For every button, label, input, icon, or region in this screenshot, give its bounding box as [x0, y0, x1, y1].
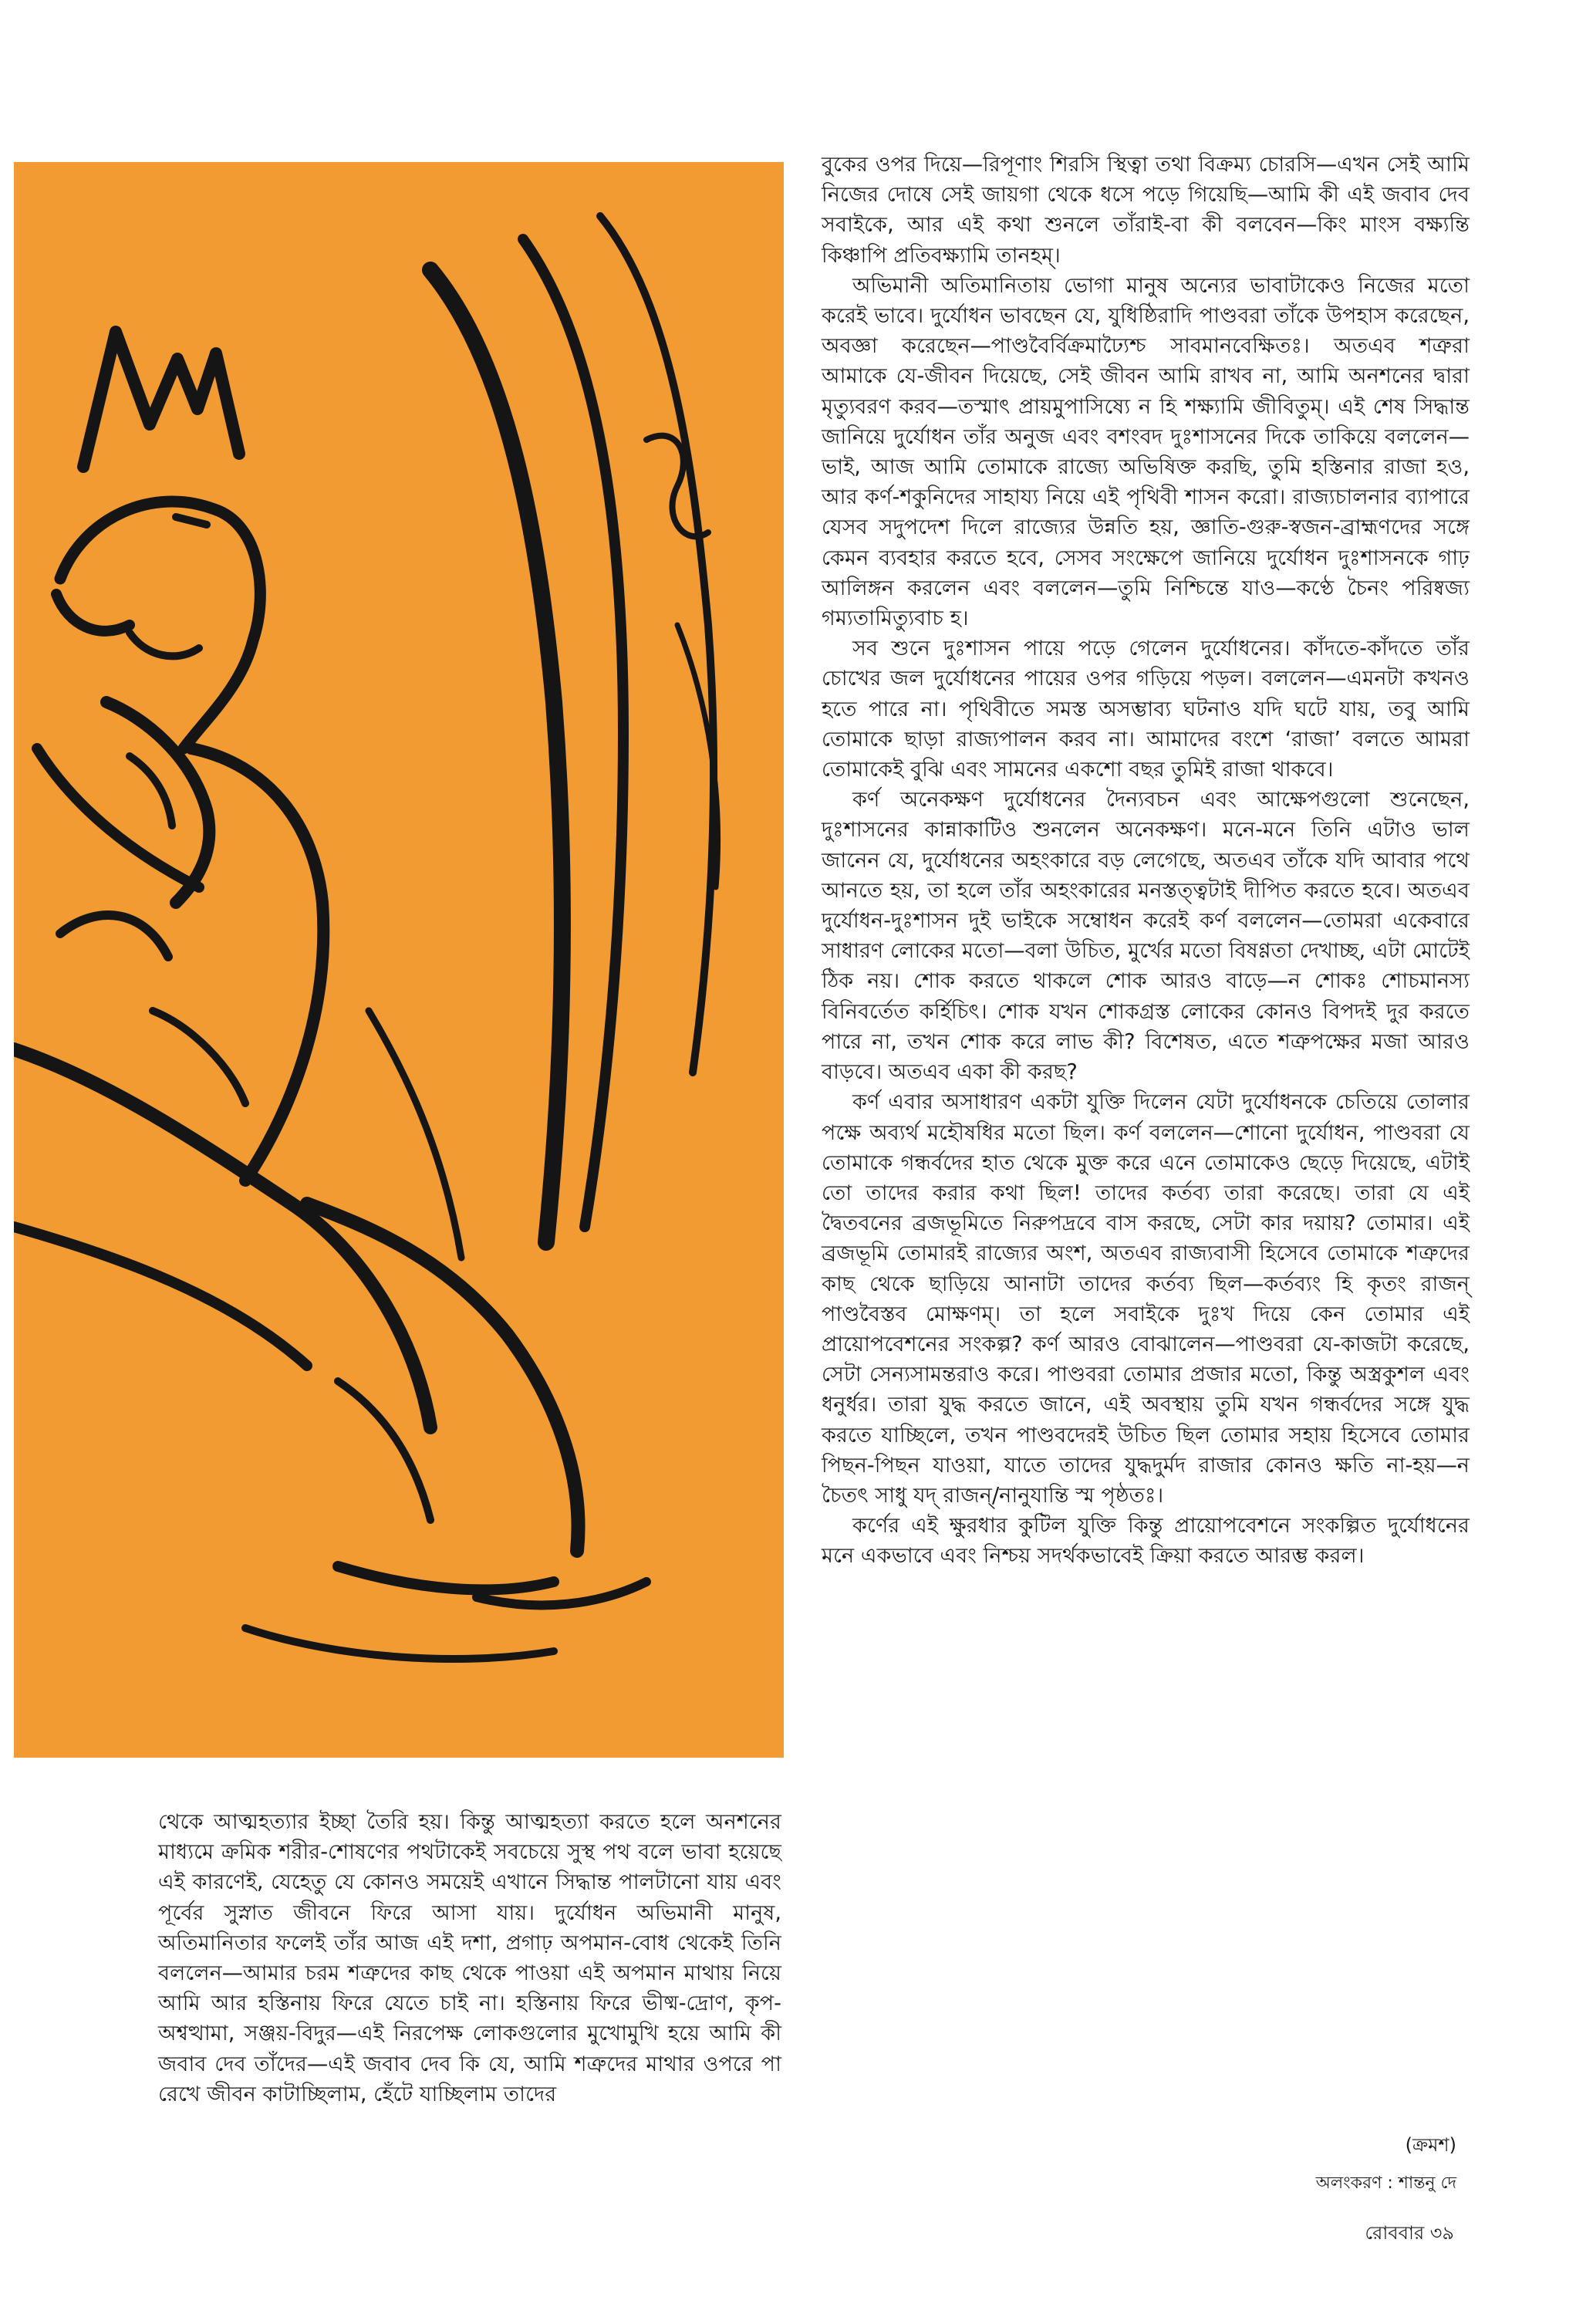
right-text-column: [822, 150, 1470, 1572]
paragraph: বুকের ওপর দিয়ে—রিপূণাং শিরসি স্থিত্বা তথা বিক্রম্য চোরসি—এখন সেই আমি নিজের দোষে সেই জায়গা থেকে ধসে পড়ে গিয়েছি—আমি কী এই জবাব দেব সবাইকে, আর এই কথা শুনলে তাঁরাই-বা কী বলবেন—কিং মাংস বক্ষ্যন্তি কিঞ্চাপি প্রতিবক্ষ্যামি তানহম্।: [822, 153, 1470, 268]
paragraph: থেকে আত্মহত্যার ইচ্ছা তৈরি হয়। কিন্তু আত্মহত্যা করতে হলে অনশনের মাধ্যমে ক্রমিক শরীর-শোষণের পথটাকেই সবচেয়ে সুস্থ পথ বলে ভাবা হয়েছে এই কারণেই, যেহেতু যে কোনও সময়েই এখানে সিদ্ধান্ত পালটানো যায় এবং পূর্বের সুস্নাত জীবনে ফিরে আসা যায়। দুর্যোধন অভিমানী মানুষ, অতিমানিতার ফলেই তাঁর আজ এই দশা, প্রগাঢ় অপমান-বোধ থেকেই তিনি বললেন—আমার চরম শত্রুদের কাছ থেকে পাওয়া এই অপমান মাথায় নিয়ে আমি আর হস্তিনায় ফিরে যেতে চাই না। হস্তিনায় ফিরে ভীষ্ম-দ্রোণ, কৃপ-অশ্বত্থামা, সঞ্জয়-বিদুর—এই নিরপেক্ষ লোকগুলোর মুখোমুখি হয়ে আমি কী জবাব দেব তাঁদের—এই জবাব দেব কি যে, আমি শত্রুদের মাথার ওপরে পা রেখে জীবন কাটাচ্ছিলাম, হেঁটে যাচ্ছিলাম তাদের: [158, 1810, 781, 2106]
paragraph: কর্ণ অনেকক্ষণ দুর্যোধনের দৈন্যবচন এবং আক্ষেপগুলো শুনেছেন, দুঃশাসনের কান্নাকাটিও শুনলেন অনেকক্ষণ। মনে-মনে তিনি এটাও ভাল জানেন যে, দুর্যোধনের অহংকারে বড় লেগেছে, অতএব তাঁকে যদি আবার পথে আনতে হয়, তা হলে তাঁর অহংকারের মনস্তত্ত্বটাই দীপিত করতে হবে। অতএব দুর্যোধন-দুঃশাসন দুই ভাইকে সম্বোধন করেই কর্ণ বললেন—তোমরা একেবারে সাধারণ লোকের মতো—বলা উচিত, মুর্খের মতো বিষণ্ণতা দেখাচ্ছ, এটা মোটেই ঠিক নয়। শোক করতে থাকলে শোক আরও বাড়ে—ন শোকঃ শোচমানস্য বিনিবর্তেত কর্হিচিৎ। শোক যখন শোকগ্রস্ত লোকের কোনও বিপদই দুর করতে পারে না, তখন শোক করে লাভ কী? বিশেষত, এতে শত্রুপক্ষের মজা আরও বাড়বে। অতএব একা কী করছ?: [822, 788, 1470, 1085]
illustration-panel: [14, 162, 784, 1758]
left-text-column: [158, 1807, 781, 2110]
illustration-credit: অলংকরণ : শান্তনু দে: [1315, 2174, 1456, 2193]
paragraph: কর্ণের এই ক্ষুরধার কুটিল যুক্তি কিন্তু প্রায়োপবেশনে সংকল্পিত দুর্যোধনের মনে একভাবে এবং নিশ্চয় সদর্থকভাবেই ক্রিয়া করতে আরম্ভ করল।: [822, 1514, 1470, 1569]
seated-king-drawing: [14, 162, 784, 1758]
paragraph: সব শুনে দুঃশাসন পায়ে পড়ে গেলেন দুর্যোধনের। কাঁদতে-কাঁদতে তাঁর চোখের জল দুর্যোধনের পায়ের ওপর গড়িয়ে পড়ল। বললেন—এমনটা কখনও হতে পারে না। পৃথিবীতে সমস্ত অসম্ভাব্য ঘটনাও যদি ঘটে যায়, তবু আমি তোমাকে ছাড়া রাজ্যপালন করব না। আমাদের বংশে ‘রাজা’ বলতে আমরা তোমাকেই বুঝি এবং সামনের একশো বছর তুমিই রাজা থাকবে।: [822, 637, 1470, 782]
paragraph: কর্ণ এবার অসাধারণ একটা যুক্তি দিলেন যেটা দুর্যোধনকে চেতিয়ে তোলার পক্ষে অব্যর্থ মহৌষধির মতো ছিল। কর্ণ বললেন—শোনো দুর্যোধন, পাণ্ডবরা যে তোমাকে গন্ধর্বদের হাত থেকে মুক্ত করে এনে তোমাকেও ছেড়ে দিয়েছে, এটাই তো তাদের করার কথা ছিল! তাদের কর্তব্য তারা করেছে। তারা যে এই দ্বৈতবনের ব্রজভূমিতে নিরুপদ্রবে বাস করছে, সেটা কার দয়ায়? তোমার। এই ব্রজভূমি তোমারই রাজ্যের অংশ, অতএব রাজ্যবাসী হিসেবে তোমাকে শত্রুদের কাছ থেকে ছাড়িয়ে আনাটা তাদের কর্তব্য ছিল—কর্তব্যং হি কৃতং রাজন্ পাণ্ডবৈস্তব মোক্ষণম্। তা হলে সবাইকে দুঃখ দিয়ে কেন তোমার এই প্রায়োপবেশনের সংকল্প? কর্ণ আরও বোঝালেন—পাণ্ডবরা যে-কাজটা করেছে, সেটা সেন্যসামন্তরাও করে। পাণ্ডবরা তোমার প্রজার মতো, কিন্তু অস্ত্রকুশল এবং ধনুর্ধর। তারা যুদ্ধ করতে জানে, এই অবস্থায় তুমি যখন গন্ধর্বদের সঙ্গে যুদ্ধ করতে যাচ্ছিলে, তখন পাণ্ডবদেরই উচিত ছিল তোমার সহায় হিসেবে তোমার পিছন-পিছন যাওয়া, যাতে তাদের যুদ্ধদুর্মদ রাজার কোনও ক্ষতি না-হয়—ন চৈতৎ সাধু যদ্ রাজন্/নানুযান্তি স্ম পৃষ্ঠতঃ।: [822, 1090, 1470, 1508]
series-note: (ক্রমশ): [1405, 2134, 1456, 2156]
page-folio: রোববার ৩৯: [1365, 2222, 1454, 2244]
paragraph: অভিমানী অতিমানিতায় ভোগা মানুষ অন্যের ভাবাটাকেও নিজের মতো করেই ভাবে। দুর্যোধন ভাবছেন যে, যুধিষ্ঠিরাদি পাণ্ডবরা তাঁকে উপহাস করেছেন, অবজ্ঞা করেছেন—পাণ্ডবৈর্বিক্রমাঢ্যৈশ্চ সাবমানবেক্ষিতঃ। অতএব শত্রুরা আমাকে যে-জীবন দিয়েছে, সেই জীবন আমি রাখব না, আমি অনশনের দ্বারা মৃত্যুবরণ করব—তস্মাৎ প্রায়মুপাসিষ্যে ন হি শক্ষ্যামি জীবিতুম্। এই শেষ সিদ্ধান্ত জানিয়ে দুর্যোধন তাঁর অনুজ এবং বশংবদ দুঃশাসনের দিকে তাকিয়ে বললেন—ভাই, আজ আমি তোমাকে রাজ্যে অভিষিক্ত করছি, তুমি হস্তিনার রাজা হও, আর কর্ণ-শকুনিদের সাহায্য নিয়ে এই পৃথিবী শাসন করো। রাজ্যচালনার ব্যাপারে যেসব সদুপদেশ দিলে রাজ্যের উন্নতি হয়, জ্ঞাতি-গুরু-স্বজন-ব্রাহ্মণদের সঙ্গে কেমন ব্যবহার করতে হবে, সেসব সংক্ষেপে জানিয়ে দুর্যোধন দুঃশাসনকে গাঢ় আলিঙ্গন করলেন এবং বললেন—তুমি নিশ্চিন্তে যাও—কণ্ঠে চৈনং পরিষ্বজ্য গম্যতামিত্যুবাচ হ।: [822, 273, 1470, 631]
